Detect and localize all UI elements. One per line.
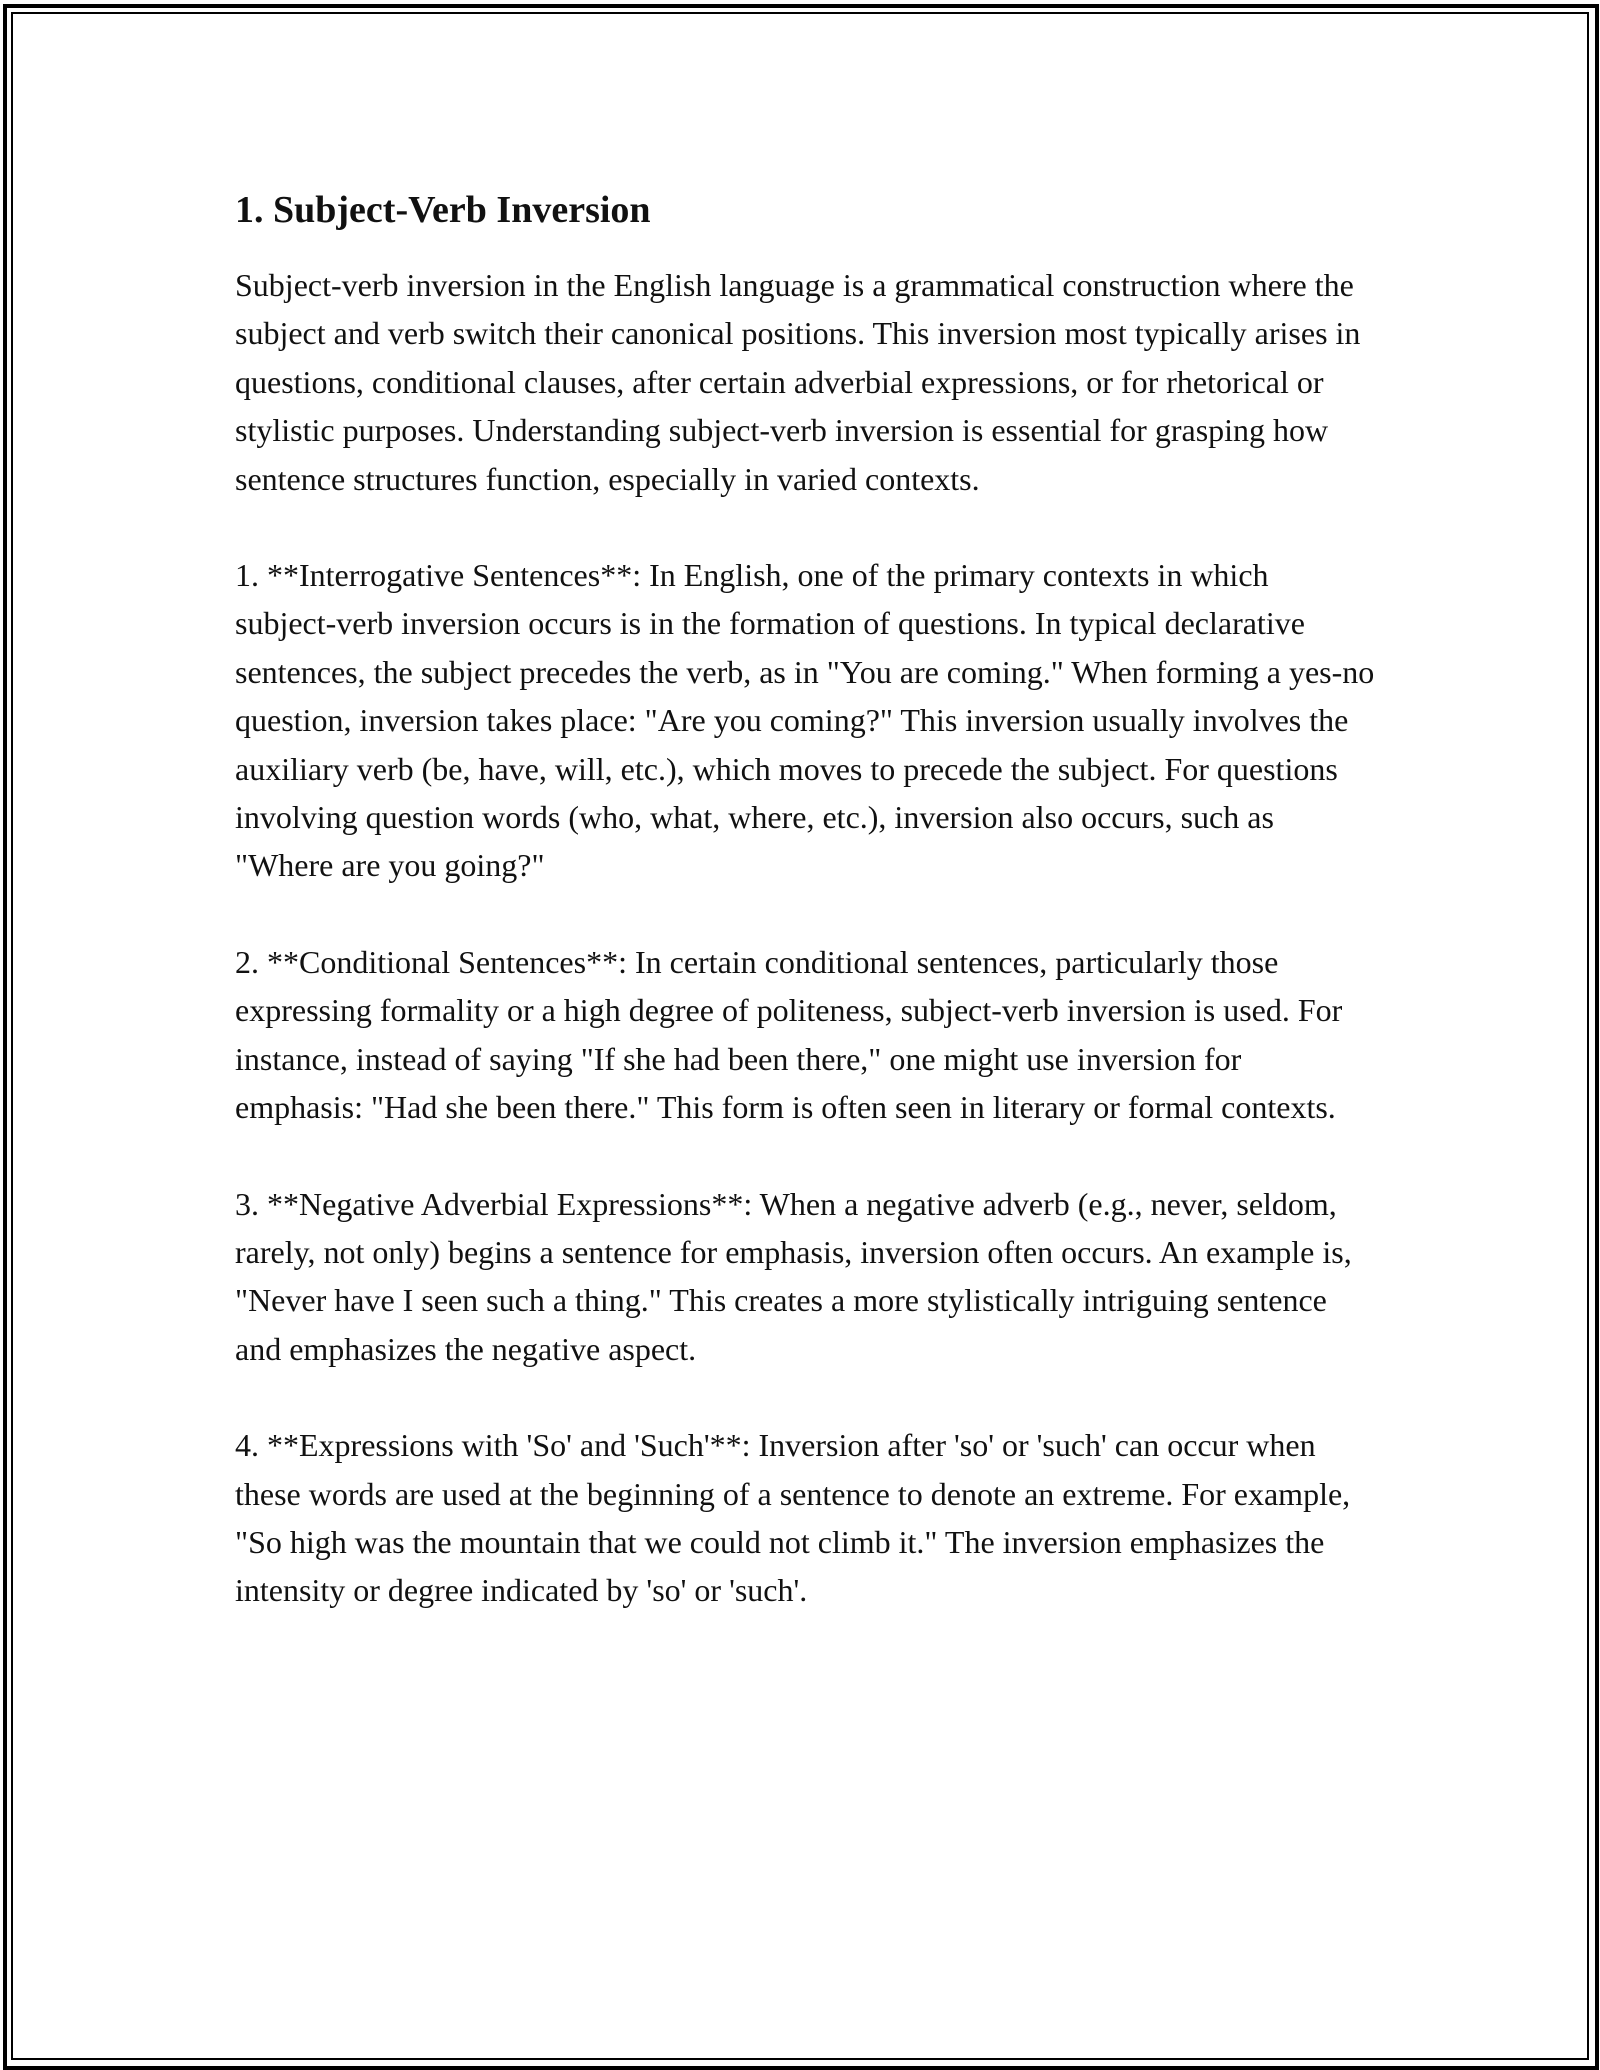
section-heading: 1. Subject-Verb Inversion bbox=[235, 189, 651, 231]
conditional-paragraph: 2. **Conditional Sentences**: In certain conditional sentences, particularly those expressing formality or a high degree of politeness, subject-verb inversion is used. For instance, instead of saying "If she had been there," one might use inversion for emphasis: "Had she been there." This form is often seen in literary or formal contexts. bbox=[235, 943, 1343, 1126]
so-such-paragraph: 4. **Expressions with 'So' and 'Such'**: Inversion after 'so' or 'such' can occur when these words are used at the beginning of a sentence to denote an extreme. For example, "So high was the mountain that we could not climb it." The inversion emphasizes the intensity or degree indicated by 'so' or 'such'. bbox=[235, 1427, 1351, 1609]
paragraph-list bbox=[235, 261, 1375, 1615]
intro-paragraph: Subject-verb inversion in the English language is a grammatical construction where the subject and verb switch their canonical positions. This inversion most typically arises in questions, conditional clauses, after certain adverbial expressions, or for rhetorical or stylistic purposes. Understanding subject-verb inversion is essential for grasping how sentence structures function, especially in varied contexts. bbox=[235, 267, 1361, 497]
negative-adverbial-paragraph: 3. **Negative Adverbial Expressions**: When a negative adverb (e.g., never, seldom, rarely, not only) begins a sentence for emphasis, inversion often occurs. An example is, "Never have I seen such a thing." This creates a more stylistically intriguing sentence and emphasizes the negative aspect. bbox=[235, 1185, 1352, 1367]
interrogative-paragraph: 1. **Interrogative Sentences**: In English, one of the primary contexts in which subject-verb inversion occurs is in the formation of questions. In typical declarative sentences, the subject precedes the verb, as in "You are coming." When forming a yes-no question, inversion takes place: "Are you coming?" This inversion usually involves the auxiliary verb (be, have, will, etc.), which moves to precede the subject. For questions involving question words (who, what, where, etc.), inversion also occurs, such as "Where are you going?" bbox=[235, 557, 1375, 884]
document-body bbox=[235, 185, 1375, 1663]
